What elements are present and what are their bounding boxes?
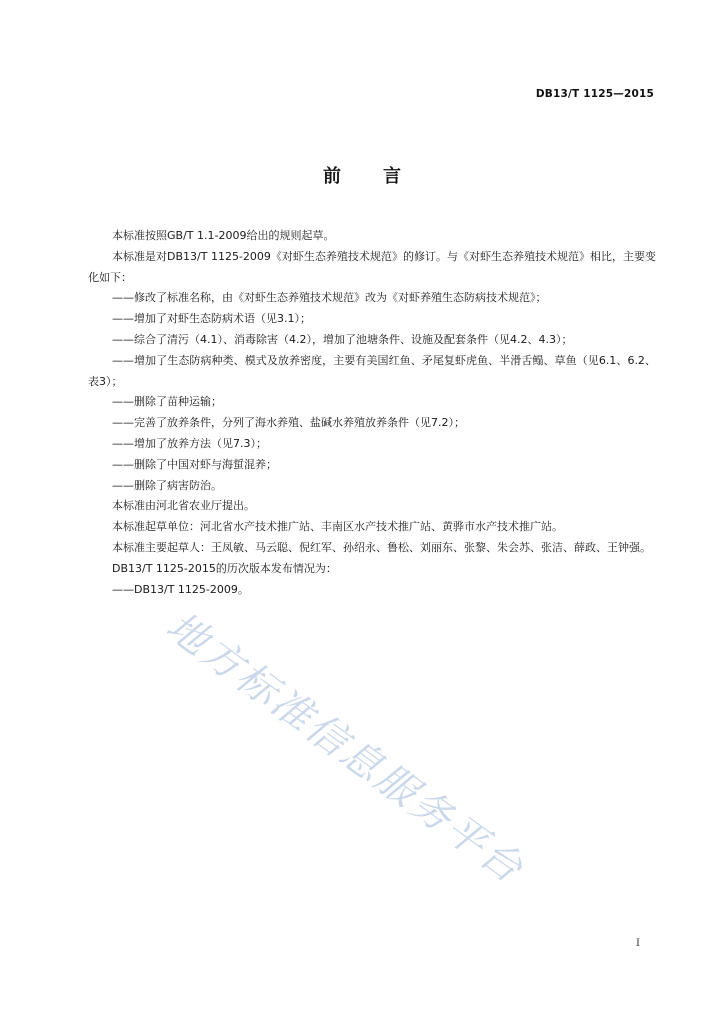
change-item-title: ——修改了标准名称，由《对虾生态养殖技术规范》改为《对虾养殖生态防病技术规范》； — [112, 291, 547, 305]
paragraph-proposer: 本标准由河北省农业厅提出。 — [112, 499, 255, 513]
paragraph-revision-note: 本标准是对DB13/T 1125-2009《对虾生态养殖技术规范》的修订。与《对虾生态养殖技术规范》相比，主要变化如下： — [88, 249, 656, 284]
page-number: I — [636, 938, 640, 949]
watermark: 地方标准信息服务平台 — [157, 603, 533, 894]
change-item-conditions: ——综合了清污（4.1）、消毒除害（4.2），增加了池塘条件、设施及配套条件（见4.2、4.3）； — [112, 332, 573, 346]
paragraph-drafting-units: 本标准起草单位：河北省水产技术推广站、丰南区水产技术推广站、黄骅市水产技术推广站。 — [112, 520, 563, 534]
change-item-polyculture: ——删除了中国对虾与海蜇混养； — [112, 457, 277, 471]
paragraph-drafters: 本标准主要起草人：王凤敏、马云聪、倪红军、孙绍永、鲁松、刘丽东、张黎、朱会苏、张洁、薛政、王钟强。 — [112, 540, 651, 554]
paragraph-drafting-rules: 本标准按照GB/T 1.1-2009给出的规则起草。 — [112, 229, 335, 242]
change-item-stocking-method: ——增加了放养方法（见7.3）； — [112, 436, 267, 450]
foreword-body — [88, 226, 656, 600]
change-item-stocking-conditions: ——完善了放养条件，分列了海水养殖、盐碱水养殖放养条件（见7.2）； — [112, 416, 465, 430]
document-code: DB13/T 1125—2015 — [535, 88, 654, 100]
change-item-terms: ——增加了对虾生态防病术语（见3.1）； — [112, 312, 311, 326]
paragraph-version-history: DB13/T 1125-2015的历次版本发布情况为： — [112, 561, 337, 575]
change-item-disease: ——删除了病害防治。 — [112, 478, 222, 492]
page-title: 前言 — [323, 166, 443, 187]
change-item-species: ——增加了生态防病种类、模式及放养密度，主要有美国红鱼、矛尾复虾虎鱼、半滑舌鳎、草鱼（见6.1、6.2、表3）； — [88, 353, 656, 388]
change-item-transport: ——删除了苗种运输； — [112, 395, 222, 409]
version-history-item: ——DB13/T 1125-2009。 — [112, 582, 249, 596]
